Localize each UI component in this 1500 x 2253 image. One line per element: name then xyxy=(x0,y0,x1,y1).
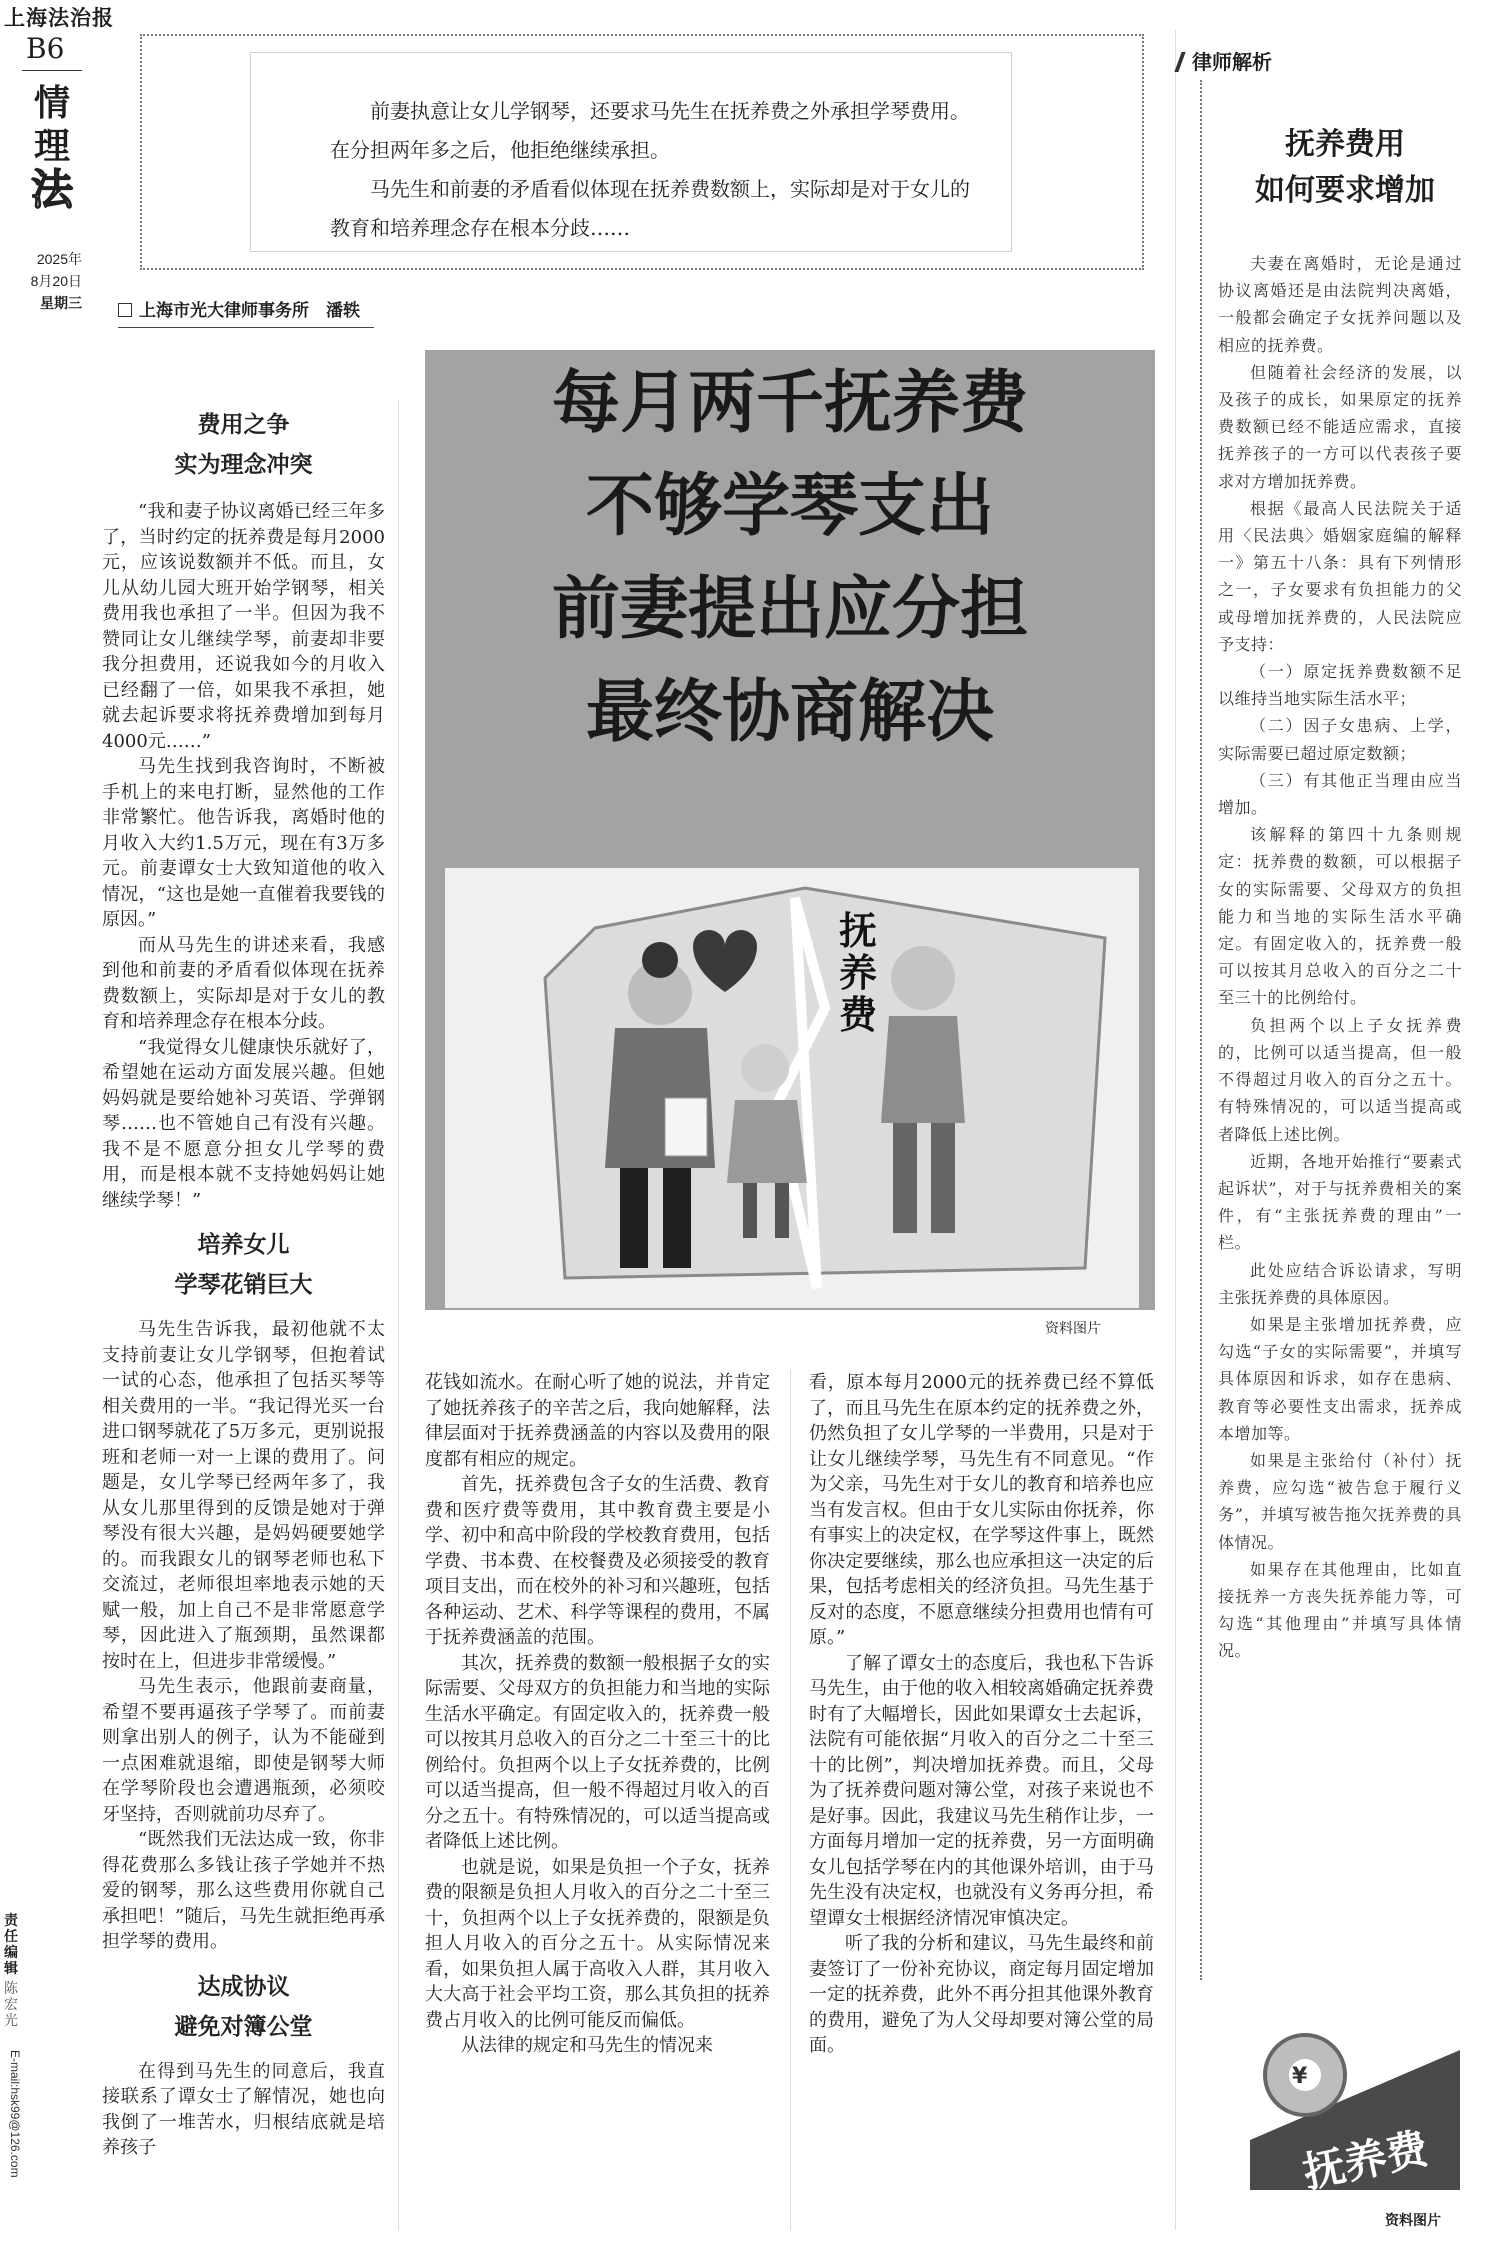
subhead-line: 培养女儿 xyxy=(197,1232,290,1258)
page-number: B6 xyxy=(26,32,65,65)
body-paragraph: 在得到马先生的同意后，我直接联系了谭女士了解情况，她也向我倒了一堆苦水，归根结底就是培养孩子 xyxy=(102,2060,385,2158)
sign-char: 抚 xyxy=(838,908,877,953)
subhead xyxy=(102,1225,385,1305)
editor-name: 陈宏光 xyxy=(4,1981,18,2029)
sidebar-paragraph: 如果是主张增加抚养费，应勾选“子女的实际需要”，并填写具体原因和诉求，如存在患病、教育等必要性支出需求，抚养成本增加等。 xyxy=(1218,1314,1462,1443)
section-name xyxy=(30,82,74,214)
body-paragraph: 而从马先生的讲述来看，我感到他和前妻的矛盾看似体现在抚养费数额上，实际却是对于女儿的教育和培养理念存在根本分歧。 xyxy=(102,934,385,1032)
subhead-line: 学琴花销巨大 xyxy=(174,1272,313,1298)
headline-line: 每月两千抚养费 xyxy=(551,363,1028,443)
illustration-sign xyxy=(837,910,879,1036)
subhead xyxy=(102,405,385,485)
sidebar-paragraph: 夫妻在离婚时，无论是通过协议离婚还是由法院判决离婚，一般都会确定子女抚养问题以及相应的抚养费。 xyxy=(1218,254,1462,355)
body-paragraph: 马先生找到我咨询时，不断被手机上的来电打断，显然他的工作非常繁忙。他告诉我，离婚时他的月收入大约1.5万元，现在有3万多元。前妻谭女士大致知道他的收入情况，“这也是她一直催着我要钱的原因。” xyxy=(102,756,385,930)
child-support-graphic xyxy=(1210,2020,1490,2200)
article-column-1 xyxy=(102,405,385,2161)
date-day: 8月20日 xyxy=(30,273,82,289)
sidebar-tag-label: 律师解析 xyxy=(1192,50,1272,74)
body-paragraph: 也就是说，如果是负担一个子女，抚养费的限额是负担人月收入的百分之二十至三十，负担两个以上子女抚养费的，限额是负担人月收入的百分之五十。从实际情况来看，如果负担人属于高收入人群，其月收入大大高于社会平均工资，那么其负担的抚养费占月收入的比例可能反而偏低。 xyxy=(425,1856,770,2031)
sidebar-body xyxy=(1218,250,1462,1665)
body-paragraph: 从法律的规定和马先生的情况来 xyxy=(461,2035,713,2056)
sidebar-tag xyxy=(1178,46,1272,75)
sidebar-title-line: 如何要求增加 xyxy=(1255,173,1435,208)
column-divider xyxy=(790,1370,791,2230)
summary-paragraph: 前妻执意让女儿学钢琴，还要求马先生在抚养费之外承担学琴费用。在分担两年多之后，他拒绝继续承担。 xyxy=(330,99,970,162)
sidebar-paragraph: （一）原定抚养费数额不足以维持当地实际生活水平； xyxy=(1218,662,1462,709)
body-paragraph: 看，原本每月2000元的抚养费已经不算低了，而且马先生在原本约定的抚养费之外，仍然负担了女儿学琴的一半费用，只是对于让女儿继续学琴，马先生有不同意见。“作为父亲，马先生对于女儿的教育和培养也应当有发言权。但由于女儿实际由你抚养，你有事实上的决定权，在学琴这件事上，既然你决定要继续，那么也应承担这一决定的后果，包括考虑相关的经济负担。马先生基于反对的态度，不愿意继续分担费用也情有可原。” xyxy=(809,1372,1154,1648)
sidebar-paragraph: 负担两个以上子女抚养费的，比例可以适当提高，但一般不得超过月收入的百分之五十。有特殊情况的，可以适当提高或者降低上述比例。 xyxy=(1218,1015,1462,1144)
date-year: 2025年 xyxy=(36,251,82,267)
headline-line: 不够学琴支出 xyxy=(585,466,994,546)
slash-icon xyxy=(1174,52,1185,72)
sidebar-paragraph: 如果是主张给付（补付）抚养费，应勾选“被告怠于履行义务”，并填写被告拖欠抚养费的具体情况。 xyxy=(1218,1450,1462,1552)
sidebar-paragraph: （三）有其他正当理由应当增加。 xyxy=(1218,770,1462,818)
body-paragraph: 马先生告诉我，最初他就不太支持前妻让女儿学钢琴，但抱着试一试的心态，他承担了包括买琴等相关费用的一半。“我记得光买一台进口钢琴就花了5万多元，更别说报班和老师一对一上课的费用了。问题是，女儿学琴已经两年多了，我从女儿那里得到的反馈是她对于弹琴没有很大兴趣，是妈妈硬要她学的。而我跟女儿的钢琴老师也私下交流过，老师很坦率地表示她的天赋一般，加上自己不是非常愿意学琴，因此进入了瓶颈期，虽然课都按时在上，但进步非常缓慢。” xyxy=(102,1319,385,1672)
masthead-rule xyxy=(22,70,82,71)
column-divider xyxy=(1175,30,1176,2230)
sidebar-title xyxy=(1200,122,1490,214)
body-paragraph: 花钱如流水。在耐心听了她的说法，并肯定了她抚养孩子的辛苦之后，我向她解释，法律层面对于抚养费涵盖的内容以及费用的限度都有相应的规定。 xyxy=(425,1372,770,1470)
section-char: 理 xyxy=(33,125,70,167)
sidebar-paragraph: 此处应结合诉讼请求，写明主张抚养费的具体原因。 xyxy=(1218,1260,1462,1307)
photo-credit: 资料图片 xyxy=(1045,1321,1101,1337)
sidebar-photo-credit: 资料图片 xyxy=(1385,2213,1441,2229)
sidebar-paragraph: 根据《最高人民法院关于适用〈民法典〉婚姻家庭编的解释一》第五十八条：具有下列情形之一，子女要求有负担能力的父或母增加抚养费的，人民法院应予支持： xyxy=(1218,498,1462,654)
sidebar-dotted-rule xyxy=(1200,80,1203,1980)
issue-date xyxy=(2,248,82,314)
editor-email: E-mail:hsk99@126.com xyxy=(8,2050,22,2178)
svg-text:¥: ¥ xyxy=(1292,2064,1308,2089)
section-char: 法 xyxy=(30,165,73,214)
article-column-3 xyxy=(809,1370,1154,2059)
body-paragraph: “既然我们无法达成一致，你非得花费那么多钱让孩子学她并不热爱的钢琴，那么这些费用你就自己承担吧！”随后，马先生就拒绝再承担学琴的费用。 xyxy=(102,1829,385,1952)
article-column-2 xyxy=(425,1370,770,2059)
body-paragraph: “我觉得女儿健康快乐就好了，希望她在运动方面发展兴趣。但她妈妈就是要给她补习英语、学弹钢琴……也不管她自己有没有兴趣。我不是不愿意分担女儿学琴的费用，而是根本就不支持她妈妈让她继续学琴！” xyxy=(102,1036,385,1211)
body-paragraph: 其次，抚养费的数额一般根据子女的实际需要、父母双方的负担能力和当地的实际生活水平确定。有固定收入的，抚养费一般可以按其月总收入的百分之二十至三十的比例给付。负担两个以上子女抚养费的，比例可以适当提高，但一般不得超过月收入的百分之五十。有特殊情况的，可以适当提高或者降低上述比例。 xyxy=(425,1652,770,1852)
subhead-line: 费用之争 xyxy=(197,412,290,438)
headline xyxy=(430,352,1150,764)
family-illustration xyxy=(445,868,1139,1308)
editor-label: 责任编辑 xyxy=(4,1913,18,1977)
body-paragraph: 首先，抚养费包含子女的生活费、教育费和医疗费等费用，其中教育费主要是小学、初中和高中阶段的学校教育费用，包括学费、书本费、在校餐费及必须接受的教育项目支出，而在校外的补习和兴趣班，包括各种运动、艺术、科学等课程的费用，不属于抚养费涵盖的范围。 xyxy=(425,1474,770,1648)
body-paragraph: 马先生表示，他跟前妻商量，希望不要再逼孩子学琴了。而前妻则拿出别人的例子，认为不能碰到一点困难就退缩，即使是钢琴大师在学琴阶段也会遭遇瓶颈，必须咬牙坚持，否则就前功尽弃了。 xyxy=(102,1676,385,1825)
sidebar-paragraph: （二）因子女患病、上学，实际需要已超过原定数额； xyxy=(1218,716,1462,763)
byline xyxy=(118,296,374,328)
subhead xyxy=(102,1967,385,2047)
byline-text: 上海市光大律师事务所 潘轶 xyxy=(139,301,360,321)
sidebar-paragraph: 该解释的第四十九条则规定：抚养费的数额，可以根据子女的实际需要、父母双方的负担能力和当地的实际生活水平确定。有固定收入的，抚养费一般可以按其月总收入的百分之二十至三十的比例给付。 xyxy=(1218,825,1462,1008)
sign-char: 养 xyxy=(838,950,877,995)
sign-char: 费 xyxy=(838,992,877,1037)
body-paragraph: 听了我的分析和建议，马先生最终和前妻签订了一份补充协议，商定每月固定增加一定的抚养费，此外不再分担其他课外教育的费用，避免了为人父母却要对簿公堂的局面。 xyxy=(809,1933,1154,2056)
paper-masthead: 上海法治报 xyxy=(4,5,114,30)
subhead-line: 达成协议 xyxy=(197,1973,290,2000)
sidebar-paragraph: 近期，各地开始推行“要素式起诉状”，对于与抚养费相关的案件，有“主张抚养费的理由”一栏。 xyxy=(1218,1151,1462,1253)
square-icon xyxy=(118,303,132,317)
sidebar-paragraph: 但随着社会经济的发展，以及孩子的成长，如果原定的抚养费数额已经不能适应需求，直接抚养孩子的一方可以代表孩子要求对方增加抚养费。 xyxy=(1218,362,1462,491)
sidebar-title-line: 抚养费用 xyxy=(1285,127,1405,162)
body-paragraph: “我和妻子协议离婚已经三年多了，当时约定的抚养费是每月2000元，应该说数额并不低。而且，女儿从幼儿园大班开始学钢琴，相关费用我也承担了一半。但因为我不赞同让女儿继续学琴，前妻却非要我分担费用，还说我如今的月收入已经翻了一倍，如果我不承担，她就去起诉要求将抚养费增加到每月4000元……” xyxy=(102,501,385,752)
weekday: 星期三 xyxy=(40,295,82,311)
section-char: 情 xyxy=(33,82,70,124)
sidebar-paragraph: 如果存在其他理由，比如直接抚养一方丧失抚养能力等，可勾选“其他理由”并填写具体情况。 xyxy=(1218,1559,1462,1661)
subhead-line: 避免对簿公堂 xyxy=(174,2013,313,2040)
illustration-photo xyxy=(445,868,1139,1308)
subhead-line: 实为理念冲突 xyxy=(174,452,313,478)
summary-lead xyxy=(330,92,970,248)
column-divider xyxy=(398,400,399,2230)
headline-line: 前妻提出应分担 xyxy=(551,569,1028,649)
responsible-editor xyxy=(4,1913,24,2029)
body-paragraph: 了解了谭女士的态度后，我也私下告诉马先生，由于他的收入相较离婚确定抚养费时有了大幅增长，因此如果谭女士去起诉，法院有可能依据“月收入的百分之二十至三十的比例”，判决增加抚养费。而且，父母为了抚养费问题对簿公堂，对孩子来说也不是好事。因此，我建议马先生稍作让步，一方面每月增加一定的抚养费，另一方面明确女儿包括学琴在内的其他课外培训，由于马先生没有决定权，也就没有义务再分担，希望谭女士根据经济情况审慎决定。 xyxy=(809,1652,1154,1929)
headline-line: 最终协商解决 xyxy=(585,672,994,752)
graphic-label: 抚养费 xyxy=(1298,2123,1433,2198)
summary-paragraph: 马先生和前妻的矛盾看似体现在抚养费数额上，实际却是对于女儿的教育和培养理念存在根本分歧…… xyxy=(330,177,970,240)
